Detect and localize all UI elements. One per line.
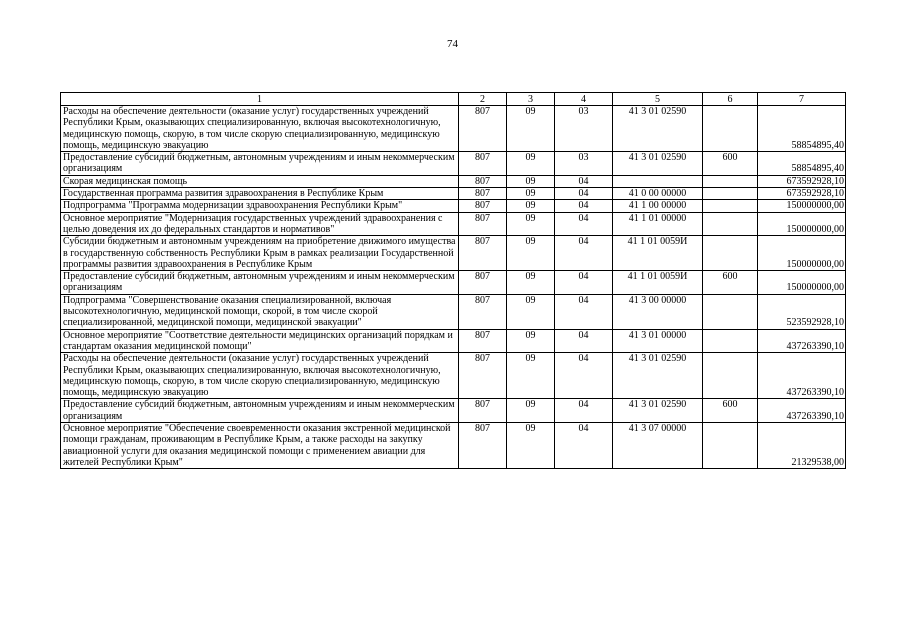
row-amount-cell: 437263390,10 [758,329,846,353]
table-row [61,175,846,187]
table-row [61,271,846,295]
row-section-cell: 09 [507,236,555,271]
row-section-cell: 09 [507,353,555,399]
row-grbs-cell: 807 [459,200,507,212]
row-expense-type-cell [703,175,758,187]
row-grbs-cell: 807 [459,294,507,329]
row-section-cell: 09 [507,294,555,329]
table-row [61,188,846,200]
row-name-cell: Подпрограмма "Совершенствование оказания специализированной, включая высокотехнологичную, медицинской помощи, скорой, в том числе скорой специализированной, медицинской помощи, медицинской эвакуации" [61,294,459,329]
table-row [61,423,846,469]
row-subsection-cell: 04 [555,175,613,187]
row-grbs-cell: 807 [459,399,507,423]
row-expense-type-cell [703,200,758,212]
table-row [61,212,846,236]
row-grbs-cell: 807 [459,423,507,469]
table-row [61,399,846,423]
row-name-cell: Предоставление субсидий бюджетным, автономным учреждениям и иным некоммерческим организациям [61,271,459,295]
row-target-article-cell: 41 3 01 02590 [613,106,703,152]
row-target-article-cell: 41 3 01 00000 [613,329,703,353]
row-name-cell: Субсидии бюджетным и автономным учреждениям на приобретение движимого имущества в государственную собственность Республики Крым в рамках реализации Государственной программы развития здравоохранения в Республике Крым [61,236,459,271]
row-section-cell: 09 [507,188,555,200]
row-amount-cell: 673592928,10 [758,175,846,187]
budget-table [60,92,846,469]
table-row [61,294,846,329]
row-expense-type-cell [703,212,758,236]
row-name-cell: Подпрограмма "Программа модернизации здравоохранения Республики Крым" [61,200,459,212]
row-expense-type-cell: 600 [703,152,758,176]
row-subsection-cell: 03 [555,152,613,176]
row-subsection-cell: 03 [555,106,613,152]
row-amount-cell: 150000000,00 [758,212,846,236]
row-name-cell: Скорая медицинская помощь [61,175,459,187]
row-target-article-cell: 41 3 07 00000 [613,423,703,469]
row-target-article-cell: 41 3 01 02590 [613,353,703,399]
column-header: 1 [61,93,459,106]
row-amount-cell: 437263390,10 [758,399,846,423]
row-expense-type-cell [703,106,758,152]
row-expense-type-cell: 600 [703,399,758,423]
row-subsection-cell: 04 [555,423,613,469]
row-section-cell: 09 [507,200,555,212]
column-header: 6 [703,93,758,106]
row-section-cell: 09 [507,212,555,236]
row-expense-type-cell [703,423,758,469]
row-target-article-cell: 41 3 01 02590 [613,399,703,423]
table-row [61,106,846,152]
row-expense-type-cell [703,353,758,399]
row-target-article-cell [613,175,703,187]
row-amount-cell: 673592928,10 [758,188,846,200]
row-target-article-cell: 41 1 00 00000 [613,200,703,212]
row-section-cell: 09 [507,152,555,176]
row-grbs-cell: 807 [459,152,507,176]
row-name-cell: Основное мероприятие "Модернизация государственных учреждений здравоохранения с целью доведения их до федеральных стандартов и нормативов" [61,212,459,236]
row-section-cell: 09 [507,271,555,295]
table-row [61,329,846,353]
table-row [61,200,846,212]
row-name-cell: Предоставление субсидий бюджетным, автономным учреждениям и иным некоммерческим организациям [61,399,459,423]
row-subsection-cell: 04 [555,200,613,212]
row-expense-type-cell [703,329,758,353]
row-amount-cell: 58854895,40 [758,152,846,176]
row-grbs-cell: 807 [459,106,507,152]
table-row [61,236,846,271]
row-name-cell: Предоставление субсидий бюджетным, автономным учреждениям и иным некоммерческим организациям [61,152,459,176]
row-subsection-cell: 04 [555,399,613,423]
row-amount-cell: 21329538,00 [758,423,846,469]
row-grbs-cell: 807 [459,188,507,200]
row-section-cell: 09 [507,399,555,423]
row-expense-type-cell [703,236,758,271]
row-grbs-cell: 807 [459,236,507,271]
header-row [61,93,846,106]
row-amount-cell: 150000000,00 [758,271,846,295]
row-grbs-cell: 807 [459,353,507,399]
row-name-cell: Расходы на обеспечение деятельности (оказание услуг) государственных учреждений Республики Крым, оказывающих специализированную, включая высокотехнологичную, медицинскую помощь, скорую, в том числе скорую специализированную, медицинскую помощь, медицинскую эвакуацию [61,353,459,399]
row-amount-cell: 523592928,10 [758,294,846,329]
row-subsection-cell: 04 [555,236,613,271]
row-name-cell: Основное мероприятие "Соответствие деятельности медицинских организаций порядкам и стандартам оказания медицинской помощи" [61,329,459,353]
table-row [61,152,846,176]
row-amount-cell: 150000000,00 [758,236,846,271]
row-section-cell: 09 [507,329,555,353]
row-subsection-cell: 04 [555,188,613,200]
row-expense-type-cell [703,188,758,200]
row-grbs-cell: 807 [459,271,507,295]
row-subsection-cell: 04 [555,271,613,295]
column-header: 3 [507,93,555,106]
row-target-article-cell: 41 1 01 0059И [613,236,703,271]
column-header: 7 [758,93,846,106]
row-subsection-cell: 04 [555,212,613,236]
row-grbs-cell: 807 [459,175,507,187]
row-grbs-cell: 807 [459,329,507,353]
table-row [61,353,846,399]
row-expense-type-cell [703,294,758,329]
row-section-cell: 09 [507,423,555,469]
row-name-cell: Государственная программа развития здравоохранения в Республике Крым [61,188,459,200]
row-target-article-cell: 41 3 00 00000 [613,294,703,329]
row-target-article-cell: 41 0 00 00000 [613,188,703,200]
row-name-cell: Расходы на обеспечение деятельности (оказание услуг) государственных учреждений Республики Крым, оказывающих специализированную, включая высокотехнологичную, медицинскую помощь, скорую, в том числе скорую специализированную, медицинскую помощь, медицинскую эвакуацию [61,106,459,152]
row-target-article-cell: 41 1 01 00000 [613,212,703,236]
column-header: 4 [555,93,613,106]
row-amount-cell: 58854895,40 [758,106,846,152]
row-target-article-cell: 41 1 01 0059И [613,271,703,295]
row-subsection-cell: 04 [555,329,613,353]
row-target-article-cell: 41 3 01 02590 [613,152,703,176]
column-header: 2 [459,93,507,106]
row-amount-cell: 437263390,10 [758,353,846,399]
row-name-cell: Основное мероприятие "Обеспечение своевременности оказания экстренной медицинской помощи гражданам, проживающим в Республике Крым, а также расходы на закупку авиационной услуги для оказания медицинской помощи с применением авиации для жителей Республики Крым" [61,423,459,469]
row-grbs-cell: 807 [459,212,507,236]
row-subsection-cell: 04 [555,294,613,329]
row-section-cell: 09 [507,106,555,152]
column-header: 5 [613,93,703,106]
row-expense-type-cell: 600 [703,271,758,295]
row-amount-cell: 150000000,00 [758,200,846,212]
page-number: 74 [447,38,458,50]
row-subsection-cell: 04 [555,353,613,399]
row-section-cell: 09 [507,175,555,187]
